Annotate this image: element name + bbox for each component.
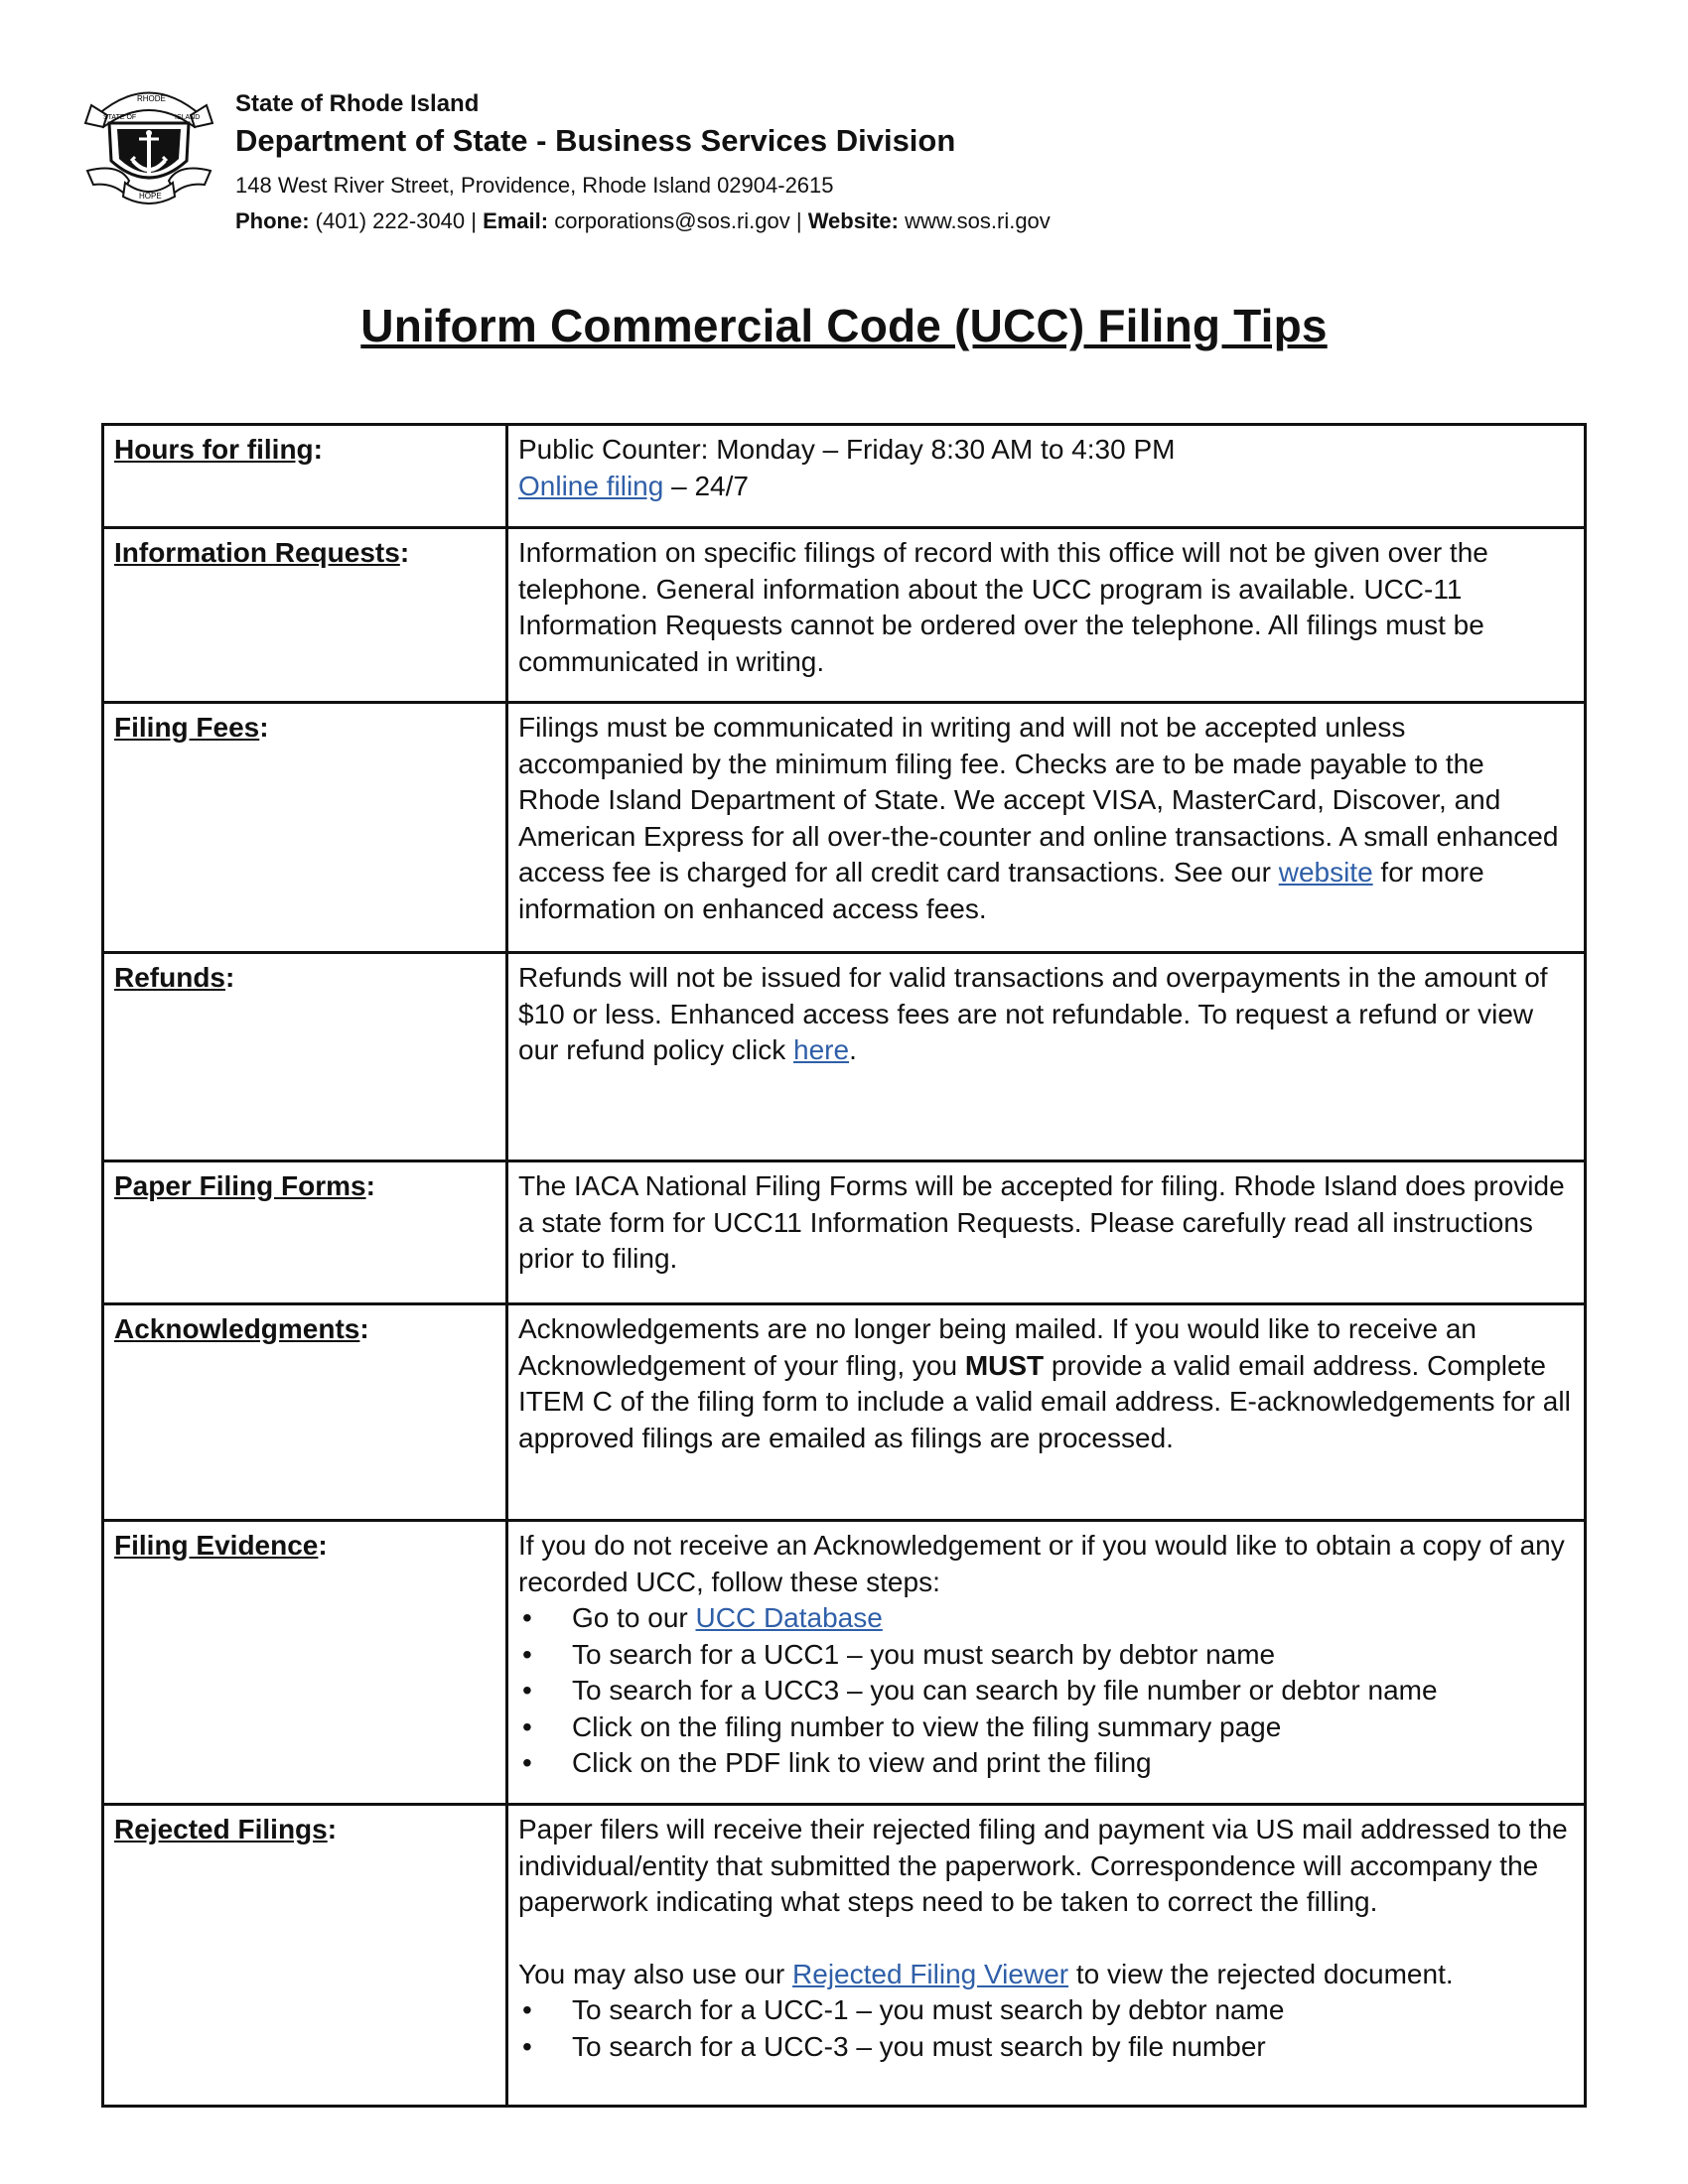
email-label: Email:	[483, 208, 549, 233]
row-acknowledgments	[103, 1304, 1586, 1521]
svg-text:RHODE: RHODE	[137, 94, 166, 103]
label-cell: Paper Filing Forms:	[103, 1161, 507, 1304]
content-cell: The IACA National Filing Forms will be accepted for filing. Rhode Island does provide a state form for UCC11 Information Requests. Please carefully read all instructions prior to filing.	[507, 1161, 1586, 1304]
row-paper-filing-forms	[103, 1161, 1586, 1304]
content-cell: Filings must be communicated in writing and will not be accepted unless accompanied by the minimum filing fee. Checks are to be made payable to the Rhode Island Department of State. We accept VISA, MasterCard, Discover, and American Express for all over-the-counter and online transactions. A small enhanced access fee is charged for all credit card transactions. See our website for more information on enhanced access fees.	[507, 703, 1586, 953]
bullet: •	[522, 1994, 532, 2025]
list-item: • Click on the PDF link to view and print the filing	[518, 1745, 1574, 1782]
website-url[interactable]: www.sos.ri.gov	[898, 208, 1051, 233]
row-label: Paper Filing Forms	[114, 1170, 366, 1201]
bullet: •	[522, 1638, 532, 1670]
row-label: Acknowledgments	[114, 1313, 360, 1344]
website-link[interactable]: website	[1278, 857, 1373, 887]
svg-text:ISLAND: ISLAND	[175, 114, 201, 121]
content-cell	[507, 1521, 1586, 1805]
label-cell: Filing Fees:	[103, 703, 507, 953]
bullet: •	[522, 1602, 532, 1633]
contact-line	[235, 206, 1051, 236]
bullet: •	[522, 1710, 532, 1742]
bullet: •	[522, 1675, 532, 1706]
rejected-viewer-paragraph: You may also use our Rejected Filing Viewer to view the rejected document.	[518, 1958, 1454, 1989]
counter-hours: Public Counter: Monday – Friday 8:30 AM to 4:30 PM	[518, 434, 1176, 465]
address: 148 West River Street, Providence, Rhode Island 02904-2615	[235, 173, 834, 198]
state-seal-logo	[79, 75, 218, 205]
label-cell: Rejected Filings:	[103, 1805, 507, 2107]
row-filing-fees	[103, 703, 1586, 953]
content-cell: Public Counter: Monday – Friday 8:30 AM to 4:30 PM Online filing – 24/7	[507, 425, 1586, 528]
refund-policy-link[interactable]: here	[793, 1034, 850, 1065]
row-label: Filing Evidence	[114, 1530, 319, 1561]
svg-text:HOPE: HOPE	[139, 192, 162, 201]
row-label: Hours for filing	[114, 434, 314, 465]
row-label: Filing Fees	[114, 712, 260, 743]
label-cell: Refunds:	[103, 953, 507, 1161]
bullet: •	[522, 1747, 532, 1778]
row-hours	[103, 425, 1586, 528]
letterhead	[235, 89, 1051, 236]
list-item: • Go to our UCC Database	[518, 1600, 1574, 1637]
label-cell: Filing Evidence:	[103, 1521, 507, 1805]
list-item: • To search for a UCC-3 – you must search by file number	[518, 2029, 1574, 2066]
email-address[interactable]: corporations@sos.ri.gov |	[548, 208, 808, 233]
rejected-filing-viewer-link[interactable]: Rejected Filing Viewer	[792, 1958, 1069, 1989]
list-item: • To search for a UCC-1 – you must search by debtor name	[518, 1992, 1574, 2029]
evidence-intro: If you do not receive an Acknowledgement or if you would like to obtain a copy of any recorded UCC, follow these steps:	[518, 1530, 1565, 1597]
content-cell: Information on specific filings of record with this office will not be given over the telephone. General information about the UCC program is available. UCC-11 Information Requests cannot be ordered over the telephone. All filings must be communicated in writing.	[507, 528, 1586, 703]
list-item: • Click on the filing number to view the filing summary page	[518, 1709, 1574, 1746]
state-name: State of Rhode Island	[235, 90, 480, 117]
row-label: Rejected Filings	[114, 1814, 328, 1844]
svg-text:STATE OF: STATE OF	[103, 114, 137, 121]
content-cell	[507, 1805, 1586, 2107]
row-rejected-filings	[103, 1805, 1586, 2107]
department-name: Department of State - Business Services Division	[235, 123, 956, 158]
content-cell: Acknowledgements are no longer being mailed. If you would like to receive an Acknowledgement of your fling, you MUST provide a valid email address. Complete ITEM C of the filing form to include a valid email address. E-acknowledgements for all approved filings are emailed as filings are processed.	[507, 1304, 1586, 1521]
list-item: • To search for a UCC3 – you can search by file number or debtor name	[518, 1673, 1574, 1709]
row-refunds	[103, 953, 1586, 1161]
row-filing-evidence	[103, 1521, 1586, 1805]
content-cell: Refunds will not be issued for valid transactions and overpayments in the amount of $10 or less. Enhanced access fees are not refundable. To request a refund or view our refund policy click here.	[507, 953, 1586, 1161]
label-cell: Acknowledgments:	[103, 1304, 507, 1521]
page-title: Uniform Commercial Code (UCC) Filing Tips	[360, 300, 1328, 351]
online-filing-link[interactable]: Online filing	[518, 470, 664, 501]
tips-table	[101, 423, 1587, 2108]
label-cell: Hours for filing:	[103, 425, 507, 528]
bullet: •	[522, 2030, 532, 2062]
row-information-requests	[103, 528, 1586, 703]
list-item: • To search for a UCC1 – you must search by debtor name	[518, 1637, 1574, 1674]
label-cell: Information Requests:	[103, 528, 507, 703]
row-label: Refunds	[114, 962, 225, 993]
phone-label: Phone:	[235, 208, 310, 233]
phone-number: (401) 222-3040 |	[309, 208, 484, 233]
website-label: Website:	[807, 208, 899, 233]
must-emphasis: MUST	[964, 1349, 1045, 1381]
row-label: Information Requests	[114, 537, 400, 568]
rejected-paragraph: Paper filers will receive their rejected filing and payment via US mail addressed to the individual/entity that submitted the paperwork. Correspondence will accompany the paperwork indicating what steps need to be taken to correct the filling.	[518, 1814, 1568, 1917]
ucc-database-link[interactable]: UCC Database	[695, 1602, 883, 1633]
